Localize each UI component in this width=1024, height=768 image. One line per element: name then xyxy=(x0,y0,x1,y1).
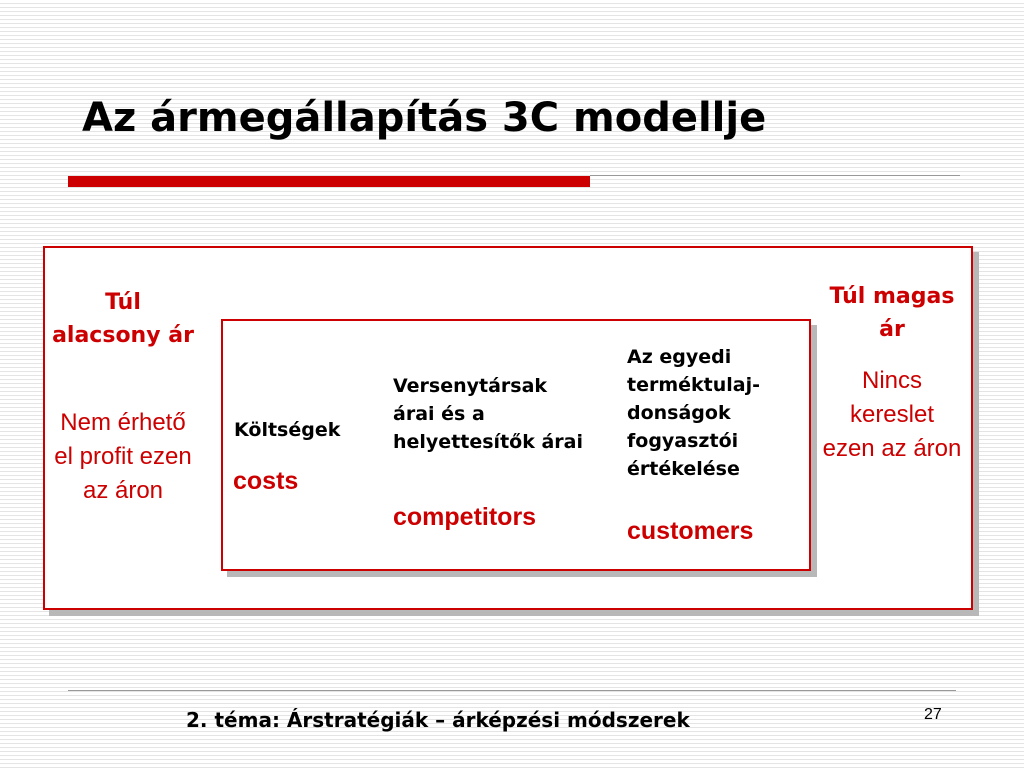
footer-topic: 2. téma: Árstratégiák – árképzési módszerek xyxy=(186,708,690,732)
too-high-price-text: Nincs kereslet ezen az áron xyxy=(822,367,962,462)
page-number: 27 xyxy=(924,706,942,723)
competitors-keyword: competitors xyxy=(393,503,537,531)
customers-keyword: customers xyxy=(627,517,754,545)
customers-label: Az egyedi terméktulaj-donságok fogyasztói értékelése xyxy=(627,346,760,480)
title-underline-accent xyxy=(68,176,590,187)
competitors-label: Versenytársak árai és a helyettesítők árai xyxy=(393,375,583,453)
too-low-price-text: Nem érhető el profit ezen az áron xyxy=(54,409,192,504)
footer-rule xyxy=(68,690,956,691)
slide-title: Az ármegállapítás 3C modellje xyxy=(82,95,767,141)
too-high-price-heading: Túl magas ár xyxy=(829,284,955,342)
costs-label: Költségek xyxy=(234,419,341,441)
title-underline-rule xyxy=(590,175,960,176)
too-low-price-heading: Túl alacsony ár xyxy=(52,290,194,348)
costs-keyword: costs xyxy=(233,467,299,495)
